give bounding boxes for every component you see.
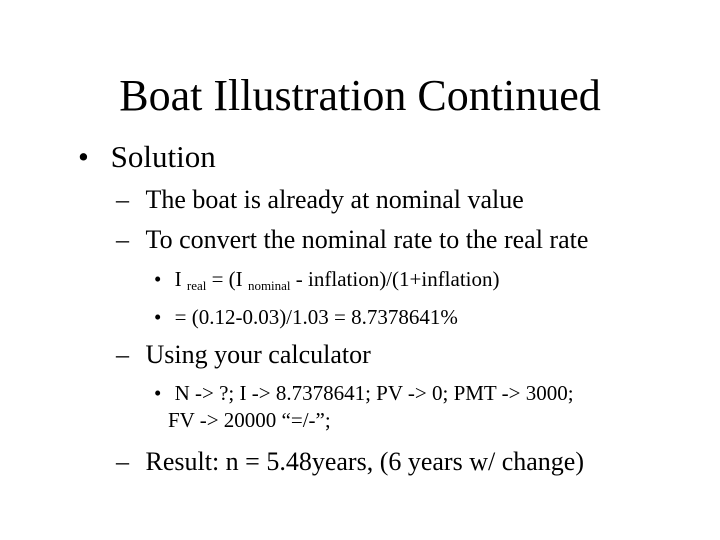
item-result bbox=[116, 446, 584, 478]
dash-marker: – bbox=[116, 340, 129, 369]
formula-mid-subscript: nominal bbox=[247, 278, 291, 293]
bullet-solution-text: Solution bbox=[110, 139, 216, 174]
keys-line-1: N -> ?; I -> 8.7378641; PV -> 0; PMT -> 3000; bbox=[174, 381, 574, 405]
formula-mid: = (I bbox=[211, 267, 243, 291]
keys-line-continued bbox=[168, 407, 331, 433]
bullet-dot: • bbox=[154, 267, 162, 291]
item-convert-text: To convert the nominal rate to the real rate bbox=[145, 225, 589, 254]
formula-rhs: - inflation)/(1+inflation) bbox=[295, 267, 500, 291]
bullet-dot: • bbox=[78, 139, 89, 174]
keys-line-2: FV -> 20000 “=/-”; bbox=[168, 408, 331, 432]
dash-marker: – bbox=[116, 185, 129, 214]
item-calculator bbox=[116, 339, 371, 371]
item-convert bbox=[116, 224, 588, 256]
dash-marker: – bbox=[116, 447, 129, 476]
calc-line bbox=[154, 304, 458, 330]
slide-title: Boat Illustration Continued bbox=[119, 71, 601, 120]
dash-marker: – bbox=[116, 225, 129, 254]
bullet-dot: • bbox=[154, 305, 162, 329]
formula-line bbox=[154, 266, 500, 299]
bullet-solution bbox=[78, 139, 216, 175]
formula-lhs: I bbox=[174, 267, 182, 291]
formula-lhs-subscript: real bbox=[186, 278, 207, 293]
bullet-dot: • bbox=[154, 381, 162, 405]
item-calculator-text: Using your calculator bbox=[145, 340, 371, 369]
calc-line-text: = (0.12-0.03)/1.03 = 8.7378641% bbox=[174, 305, 458, 329]
item-result-text: Result: n = 5.48years, (6 years w/ change) bbox=[145, 447, 584, 476]
keys-line bbox=[154, 380, 574, 406]
item-nominal-value-text: The boat is already at nominal value bbox=[145, 185, 524, 214]
item-nominal-value bbox=[116, 184, 524, 216]
